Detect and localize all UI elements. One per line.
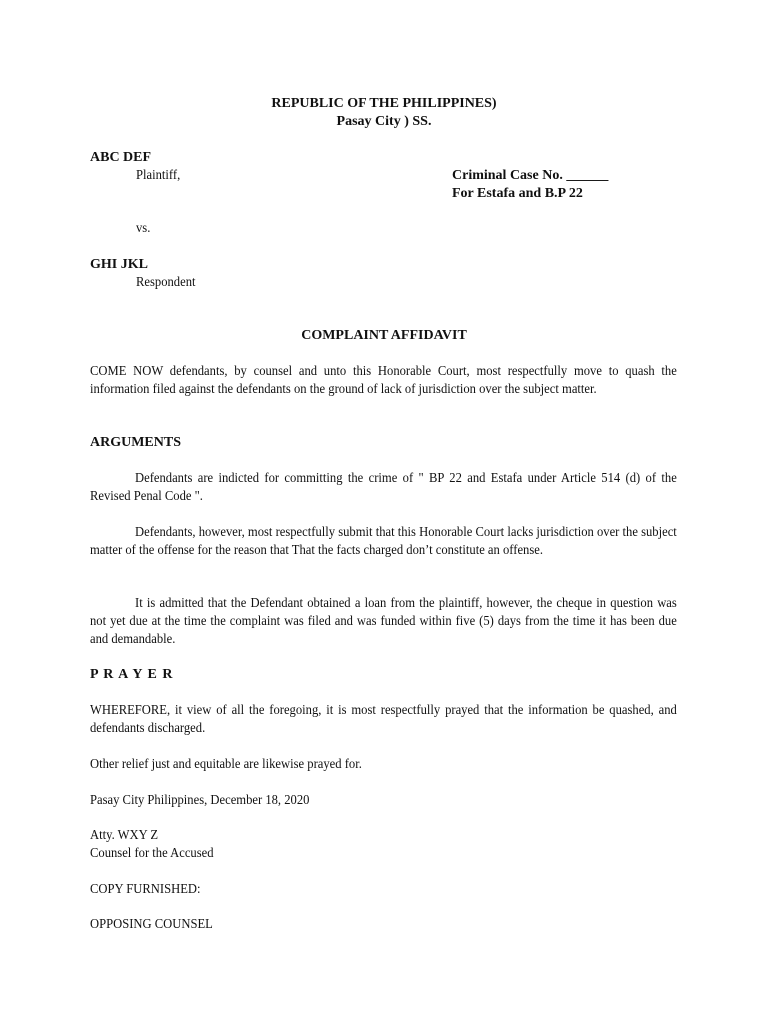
opposing-counsel-label: OPPOSING COUNSEL	[90, 917, 213, 932]
argument-paragraph-2	[90, 524, 677, 560]
wherefore-text: WHEREFORE, it view of all the foregoing, it is most respectfully prayed that the information be quashed, and defendants discharged.	[90, 703, 677, 736]
argument-text-1: Defendants are indicted for committing the crime of " BP 22 and Estafa under Article 514 (d) of the Revised Penal Code ".	[90, 471, 677, 504]
venue-heading: Pasay City ) SS.	[336, 114, 432, 129]
case-number: Criminal Case No. ______	[452, 168, 609, 183]
counsel-name: Atty. WXY Z	[90, 828, 159, 843]
document-title: COMPLAINT AFFIDAVIT	[301, 328, 467, 343]
place-date: Pasay City Philippines, December 18, 2020	[90, 793, 310, 808]
copy-furnished-label: COPY FURNISHED:	[90, 882, 201, 897]
other-relief-text: Other relief just and equitable are likewise prayed for.	[90, 757, 362, 772]
plaintiff-role: Plaintiff,	[136, 168, 181, 183]
intro-text: COME NOW defendants, by counsel and unto this Honorable Court, most respectfully move to quash the information filed against the defendants on the ground of lack of jurisdiction over the subject matter.	[90, 364, 677, 397]
case-charges: For Estafa and B.P 22	[452, 186, 583, 201]
counsel-title: Counsel for the Accused	[90, 846, 214, 861]
argument-text-3: It is admitted that the Defendant obtained a loan from the plaintiff, however, the cheque in question was not yet due at the time the complaint was filed and was funded within five (5) days from the time it has been due and demandable.	[90, 596, 677, 647]
argument-paragraph-3	[90, 595, 677, 649]
argument-paragraph-1	[90, 470, 677, 506]
respondent-role: Respondent	[136, 275, 196, 290]
argument-text-2: Defendants, however, most respectfully submit that this Honorable Court lacks jurisdiction over the subject matter of the offense for the reason that That the facts charged don’t constitute an offense.	[90, 525, 677, 558]
prayer-heading: P R A Y E R	[90, 667, 174, 682]
versus-label: vs.	[136, 221, 151, 236]
arguments-heading: ARGUMENTS	[90, 435, 182, 450]
plaintiff-name: ABC DEF	[90, 150, 152, 165]
intro-paragraph	[90, 363, 677, 399]
respondent-name: GHI JKL	[90, 257, 148, 272]
wherefore-paragraph	[90, 702, 677, 738]
republic-heading: REPUBLIC OF THE PHILIPPINES)	[271, 96, 497, 111]
